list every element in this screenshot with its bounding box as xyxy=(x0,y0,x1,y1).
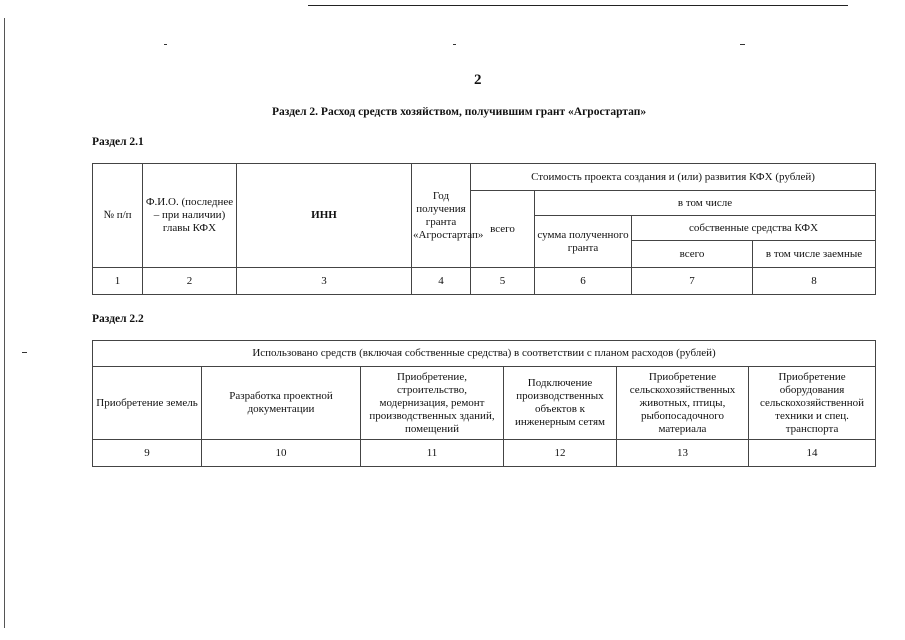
column-number: 13 xyxy=(617,440,749,467)
scan-speck xyxy=(164,44,167,45)
expense-table-2-1 xyxy=(92,163,876,295)
header-fio: Ф.И.О. (последнее – при наличии) главы КФХ xyxy=(143,164,237,268)
header-own-total: всего xyxy=(632,241,753,268)
document-title: Раздел 2. Расход средств хозяйством, получившим грант «Агростартап» xyxy=(272,106,647,118)
column-number: 14 xyxy=(749,440,876,467)
column-number: 11 xyxy=(361,440,504,467)
funds-used-caption: Использовано средств (включая собственные средства) в соответствии с планом расходов (рублей) xyxy=(93,341,876,367)
section-2-2-label: Раздел 2.2 xyxy=(92,313,144,325)
expense-table-2-2 xyxy=(92,340,876,467)
column-number: 3 xyxy=(237,268,412,295)
header-grant-year: Год получения гранта «Агростартап» xyxy=(412,164,471,268)
header-utilities-connection: Подключение производственных объектов к инженерным сетям xyxy=(504,367,617,440)
column-number: 9 xyxy=(93,440,202,467)
scan-speck xyxy=(22,352,27,353)
column-number: 10 xyxy=(202,440,361,467)
column-number: 7 xyxy=(632,268,753,295)
column-number: 8 xyxy=(753,268,876,295)
header-own-borrowed: в том числе заемные xyxy=(753,241,876,268)
column-number: 12 xyxy=(504,440,617,467)
column-number: 1 xyxy=(93,268,143,295)
header-equipment-purchase: Приобретение оборудования сельскохозяйственной техники и спец. транспорта xyxy=(749,367,876,440)
header-cost-total: всего xyxy=(471,191,535,268)
header-num: № п/п xyxy=(93,164,143,268)
left-scan-edge xyxy=(4,18,5,628)
page-number: 2 xyxy=(474,72,482,88)
section-2-1-label: Раздел 2.1 xyxy=(92,136,144,148)
column-number: 6 xyxy=(535,268,632,295)
scan-speck xyxy=(453,44,456,45)
header-inn: ИНН xyxy=(237,164,412,268)
header-including: в том числе xyxy=(535,191,876,216)
header-project-documentation: Разработка проектной документации xyxy=(202,367,361,440)
column-number: 4 xyxy=(412,268,471,295)
column-number: 5 xyxy=(471,268,535,295)
scan-speck xyxy=(740,44,745,45)
column-number: 2 xyxy=(143,268,237,295)
header-grant-sum: сумма полученного гранта xyxy=(535,216,632,268)
header-land-purchase: Приобретение земель xyxy=(93,367,202,440)
top-scan-rule xyxy=(308,5,848,6)
header-buildings: Приобретение, строительство, модернизация, ремонт производственных зданий, помещений xyxy=(361,367,504,440)
header-own-funds: собственные средства КФХ xyxy=(632,216,876,241)
header-livestock-purchase: Приобретение сельскохозяйственных животных, птицы, рыбопосадочного материала xyxy=(617,367,749,440)
header-project-cost: Стоимость проекта создания и (или) развития КФХ (рублей) xyxy=(471,164,876,191)
